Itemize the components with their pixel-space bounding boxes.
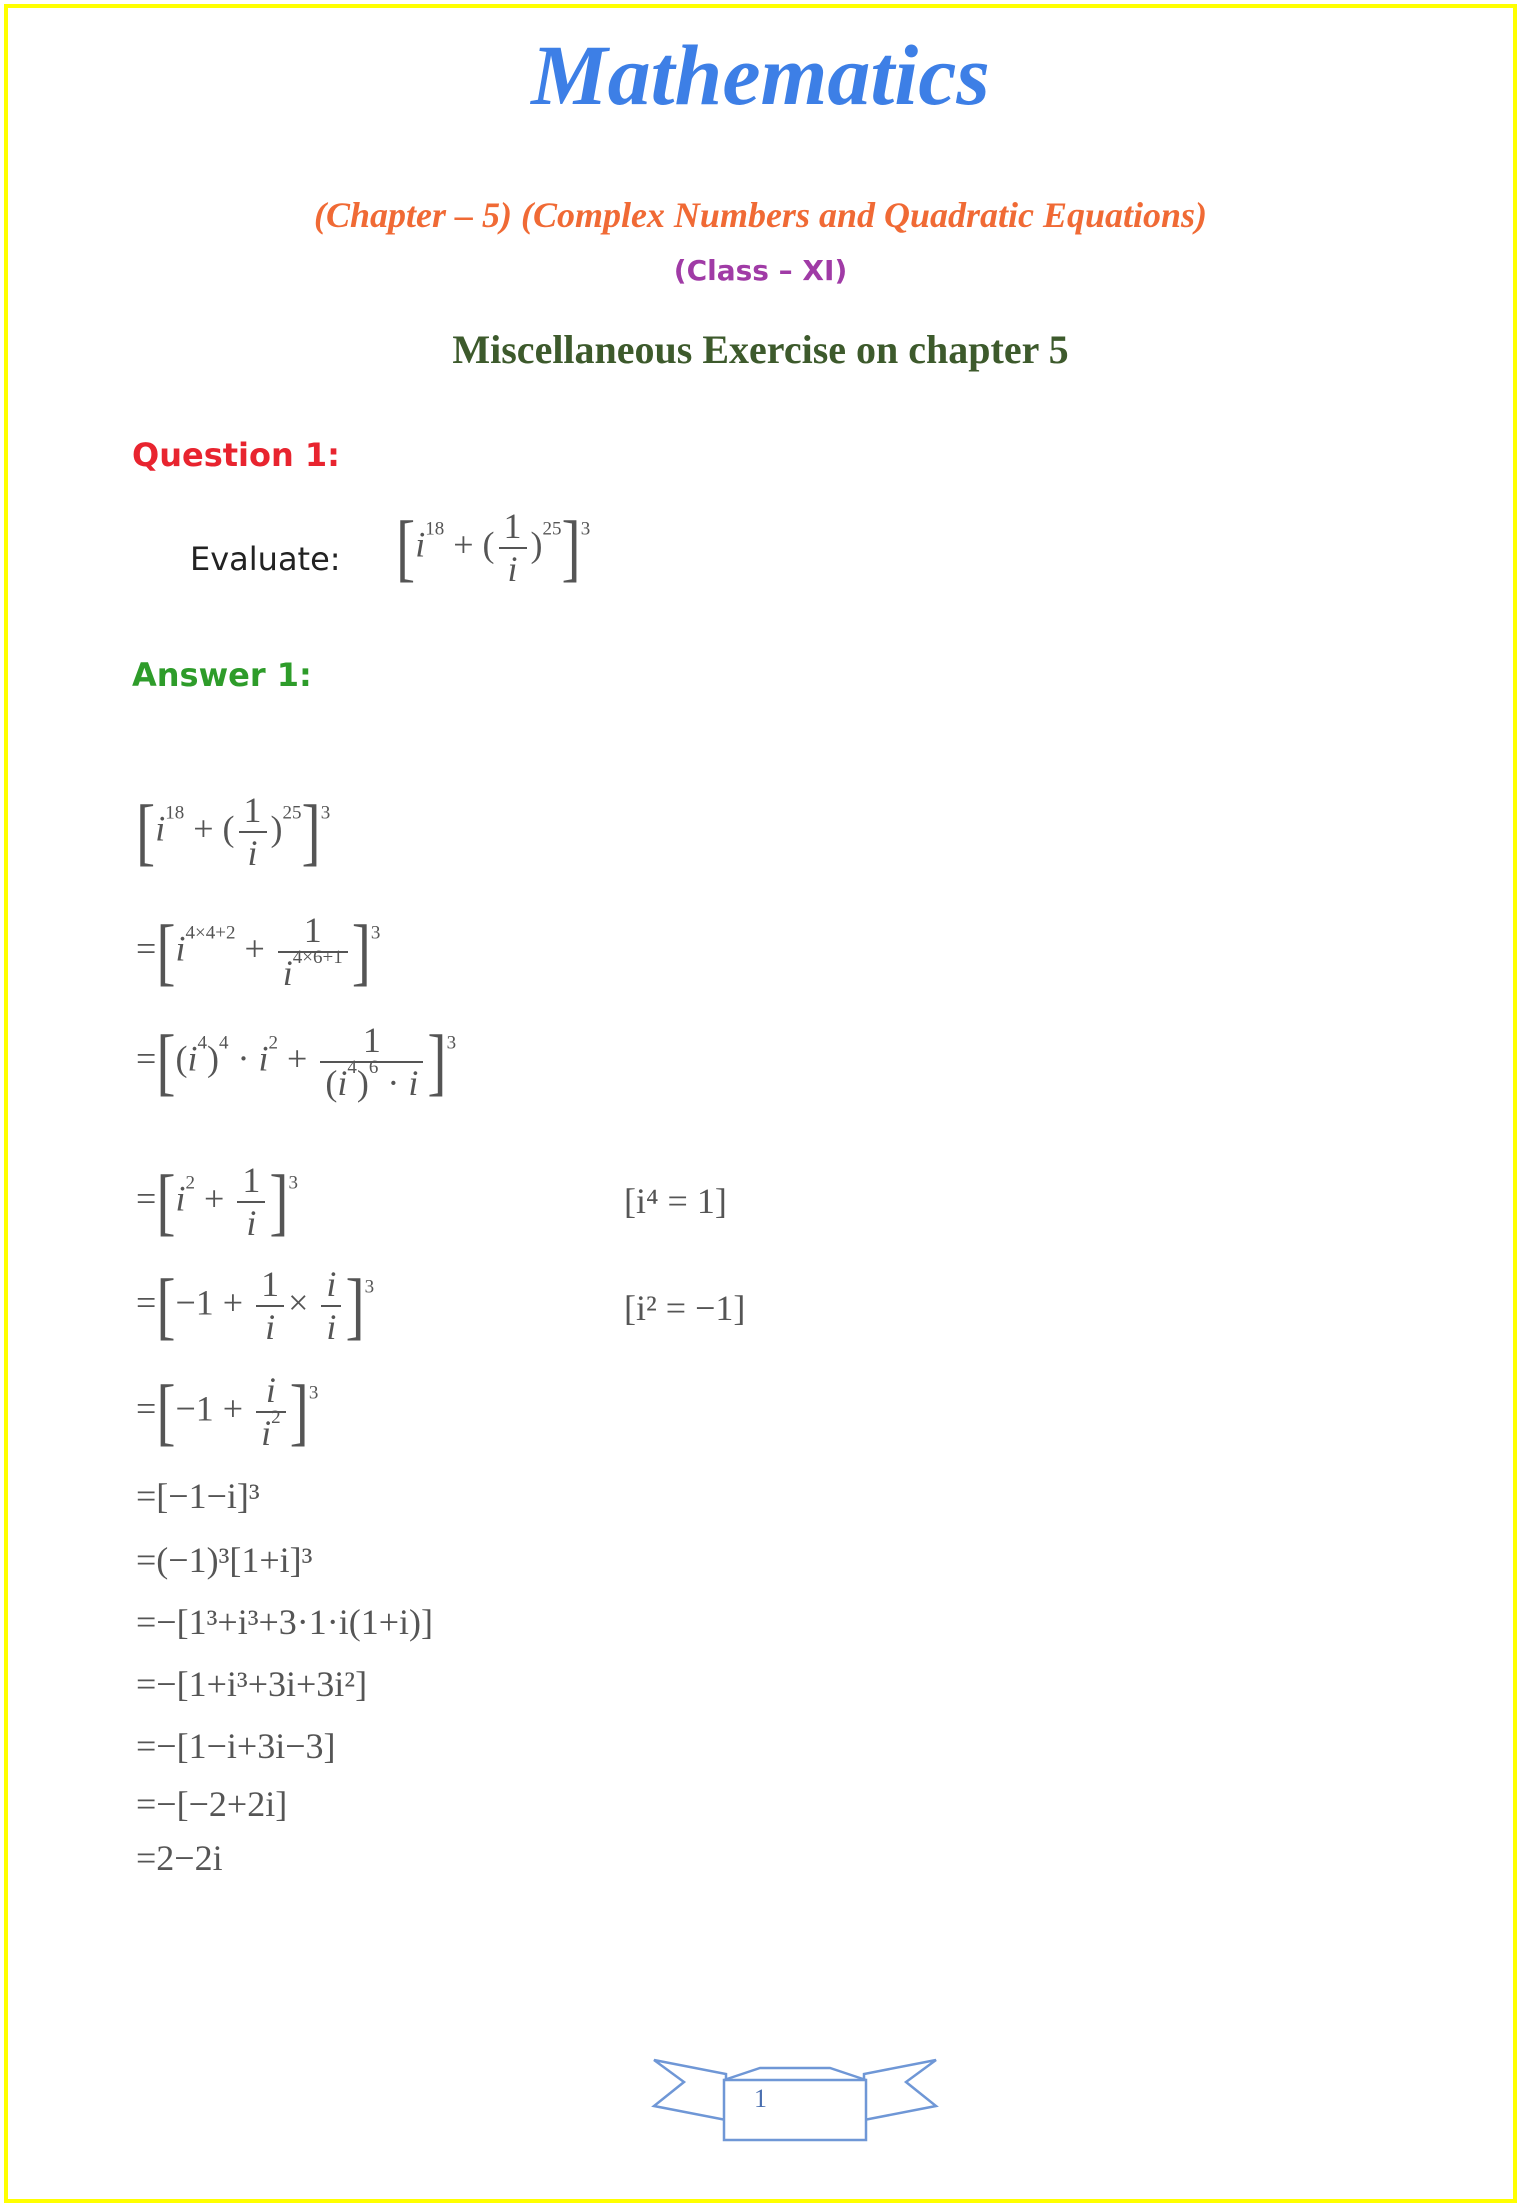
note-i2: [i² = −1]	[624, 1288, 746, 1328]
answer-step: [$i^{18}$ + ( $\frac{1}{i}$ )$^{25}$]$^3$	[136, 790, 331, 874]
class-label: (Class – XI)	[673, 254, 848, 287]
answer-step: =2−2i	[136, 1838, 223, 1878]
answer-step: =−[−2+2i]	[136, 1784, 288, 1824]
exercise-heading: Miscellaneous Exercise on chapter 5	[452, 327, 1069, 372]
answer-step: =[−1 + $\frac{1}{i}$ × $\frac{i}{i}$ ]$^3$	[136, 1264, 375, 1348]
question-expression: [$i^{18}$ + ( $\frac{1}{i}$ )$^{25}$]$^3$	[396, 506, 591, 590]
answer-step: =−[1+i³+3i+3i²]	[136, 1664, 368, 1704]
answer-step: =−[1³+i³+3·1·i(1+i)]	[136, 1602, 434, 1642]
answer-step: =[−1 + $\frac{i}{i^2}$ ]$^3$	[136, 1370, 319, 1454]
question-label: Question 1:	[132, 436, 340, 474]
answer-step: $=[i^2$ + $\frac{1}{i}$ ]$^3$	[136, 1160, 299, 1244]
answer-label: Answer 1:	[132, 656, 312, 694]
question-prompt: Evaluate:	[190, 540, 341, 578]
page-title: Mathematics	[531, 27, 990, 123]
chapter-heading: (Chapter – 5) (Complex Numbers and Quadratic Equations)	[313, 195, 1208, 235]
note-i4: [i⁴ = 1]	[624, 1181, 727, 1221]
page-number: 1	[754, 2084, 767, 2113]
answer-step: =(−1)³[1+i]³	[136, 1540, 313, 1580]
answer-step: $=[i^{4\times 4+2}$ + $\frac{1}{i^{4\times 6+1}}$ ]$^3$	[136, 910, 381, 994]
answer-step: =−[1−i+3i−3]	[136, 1726, 336, 1766]
answer-step: $=[(i^4)^4 \cdot i^2$ + $\frac{1}{(i^4)^6 \cdot i}$ ]$^3$	[136, 1020, 457, 1104]
answer-step: =[−1−i]³	[136, 1476, 260, 1516]
